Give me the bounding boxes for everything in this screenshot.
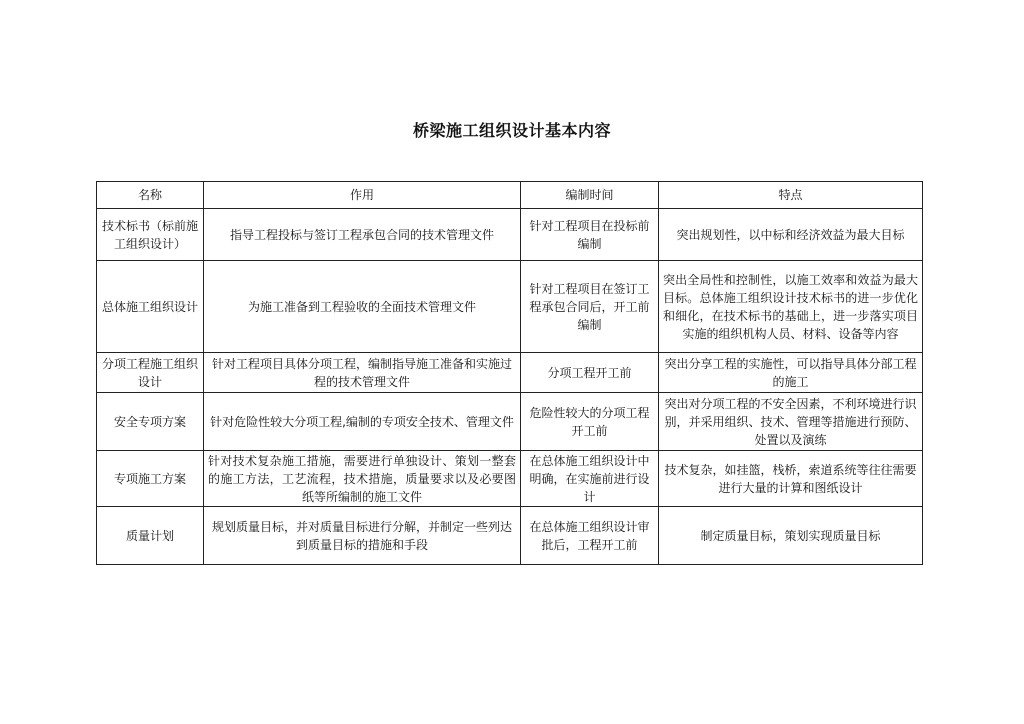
header-feature: 特点: [659, 182, 923, 209]
cell-name: 专项施工方案: [97, 451, 204, 507]
cell-time: 分项工程开工前: [521, 353, 659, 393]
cell-purpose: 指导工程投标与签订工程承包合同的技术管理文件: [204, 209, 521, 261]
table-row: [97, 261, 923, 353]
cell-purpose: 针对危险性较大分项工程,编制的专项安全技术、管理文件: [204, 393, 521, 451]
table-row: [97, 451, 923, 507]
cell-feature: 突出全局性和控制性，以施工效率和效益为最大目标。总体施工组织设计技术标书的进一步优化和细化，在技术标书的基础上，进一步落实项目实施的组织机构人员、材料、设备等内容: [659, 261, 923, 353]
table-row: [97, 393, 923, 451]
cell-feature: 制定质量目标，策划实现质量目标: [659, 507, 923, 565]
table-row: [97, 507, 923, 565]
header-name: 名称: [97, 182, 204, 209]
cell-feature: 突出分享工程的实施性，可以指导具体分部工程的施工: [659, 353, 923, 393]
cell-time: 危险性较大的分项工程开工前: [521, 393, 659, 451]
cell-name: 质量计划: [97, 507, 204, 565]
cell-purpose: 针对技术复杂施工措施，需要进行单独设计、策划一整套的施工方法，工艺流程，技术措施，质量要求以及必要图纸等所编制的施工文件: [204, 451, 521, 507]
cell-name: 总体施工组织设计: [97, 261, 204, 353]
cell-name: 技术标书（标前施工组织设计）: [97, 209, 204, 261]
cell-name: 分项工程施工组织设计: [97, 353, 204, 393]
cell-feature: 技术复杂，如挂篮，栈桥，索道系统等往往需要进行大量的计算和图纸设计: [659, 451, 923, 507]
header-time: 编制时间: [521, 182, 659, 209]
cell-time: 在总体施工组织设计中明确，在实施前进行设计: [521, 451, 659, 507]
cell-purpose: 为施工准备到工程验收的全面技术管理文件: [204, 261, 521, 353]
cell-purpose: 针对工程项目具体分项工程，编制指导施工准备和实施过程的技术管理文件: [204, 353, 521, 393]
header-purpose: 作用: [204, 182, 521, 209]
cell-feature: 突出对分项工程的不安全因素，不利环境进行识别，并采用组织、技术、管理等措施进行预防、处置以及演练: [659, 393, 923, 451]
cell-name: 安全专项方案: [97, 393, 204, 451]
page-title: 桥梁施工组织设计基本内容: [412, 121, 611, 140]
cell-purpose: 规划质量目标，并对质量目标进行分解，并制定一些列达到质量目标的措施和手段: [204, 507, 521, 565]
table-row: [97, 209, 923, 261]
table-row: [97, 353, 923, 393]
cell-time: 针对工程项目在投标前编制: [521, 209, 659, 261]
cell-feature: 突出规划性，以中标和经济效益为最大目标: [659, 209, 923, 261]
cell-time: 针对工程项目在签订工程承包合同后，开工前编制: [521, 261, 659, 353]
cell-time: 在总体施工组织设计审批后，工程开工前: [521, 507, 659, 565]
construction-design-table: [96, 181, 923, 565]
table-header-row: [97, 182, 923, 209]
